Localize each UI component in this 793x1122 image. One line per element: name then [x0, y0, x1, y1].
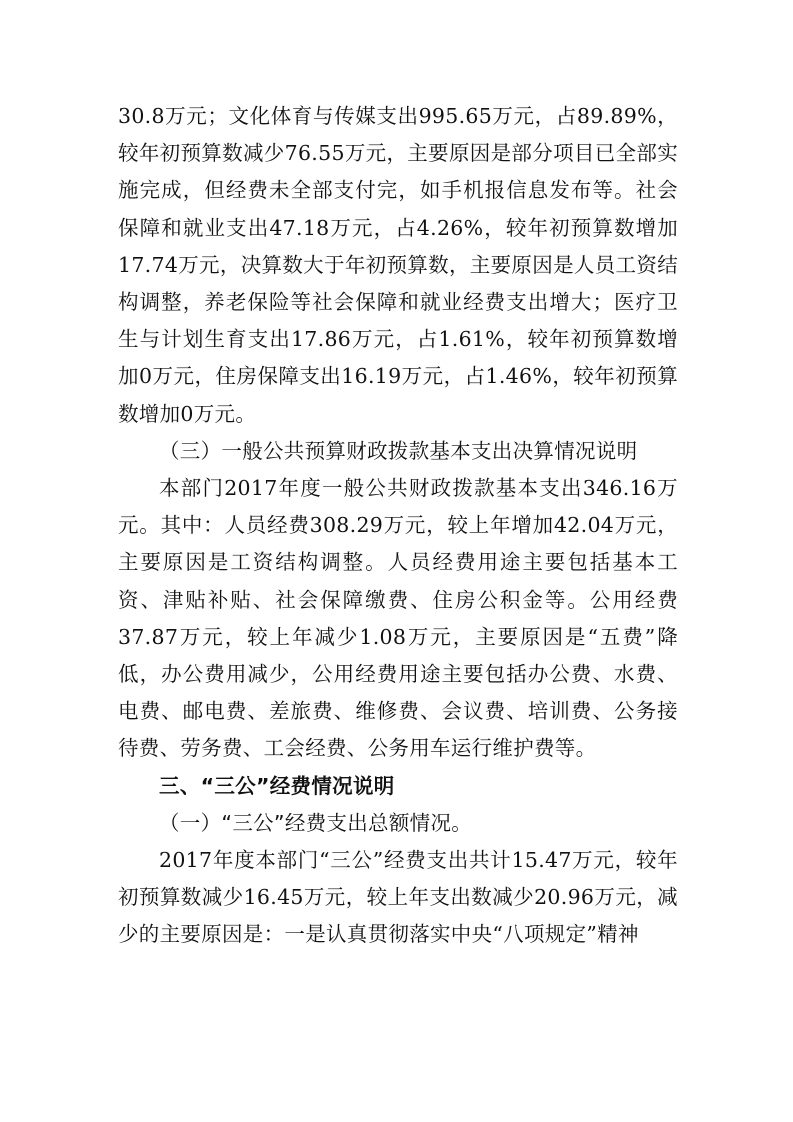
paragraph-three-public-total: 2017年度本部门“三公”经费支出共计15.47万元，较年初预算数减少16.45万元，较上年支出数减少20.96万元，减少的主要原因是：一是认真贯彻落实中央“八项规定”精神 — [118, 848, 678, 947]
subheading-three-public-total: （一）“三公”经费支出总额情况。 — [159, 810, 473, 835]
paragraph-basic-expenditure: 本部门2017年度一般公共财政拨款基本支出346.16万元。其中：人员经费308.29万元，较上年增加42.04万元，主要原因是工资结构调整。人员经费用途主要包括基本工资、津贴补贴、社会保障缴费、住房公积金等。公用经费37.87万元，较上年减少1.08万元，主要原因是“五费”降低，办公费用减少，公用经费用途主要包括办公费、水费、电费、邮电费、差旅费、维修费、会议费、培训费、公务接待费、劳务费、工会经费、公务用车运行维护费等。 — [118, 476, 678, 761]
subheading-basic-expenditure: （三）一般公共预算财政拨款基本支出决算情况说明 — [159, 438, 638, 463]
paragraph-expenditure-breakdown: 30.8万元；文化体育与传媒支出995.65万元，占89.89%，较年初预算数减少76.55万元，主要原因是部分项目已全部实施完成，但经费未全部支付完，如手机报信息发布等。社会保障和就业支出47.18万元，占4.26%，较年初预算数增加17.74万元，决算数大于年初预算数，主要原因是人员工资结构调整，养老保险等社会保障和就业经费支出增大；医疗卫生与计划生育支出17.86万元，占1.61%，较年初预算数增加0万元，住房保障支出16.19万元，占1.46%，较年初预算数增加0万元。 — [118, 104, 678, 426]
heading-three-public-funds: 三、“三公”经费情况说明 — [159, 773, 395, 798]
document-body — [118, 98, 678, 954]
